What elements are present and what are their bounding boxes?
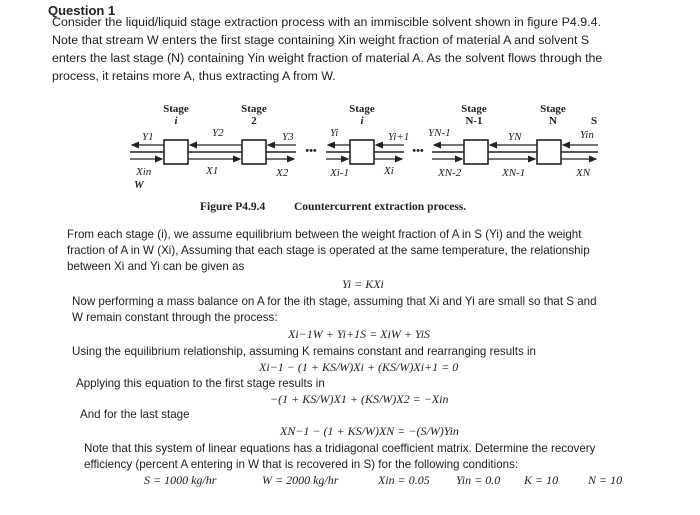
equation-last-stage: XN−1 − (1 + KS/W)XN = −(S/W)Yin bbox=[280, 424, 459, 438]
equation-mass-balance: Xi−1W + Yi+1S = XiW + YiS bbox=[288, 327, 431, 341]
stage-2-index: 2 bbox=[251, 115, 257, 127]
para6-line: And for the last stage bbox=[80, 408, 190, 421]
label-yn-1: YN-1 bbox=[428, 127, 451, 139]
label-xn-1: XN-1 bbox=[502, 167, 526, 179]
question-title: Question 1 bbox=[48, 3, 116, 18]
para2-line-3: between Xi and Yi can be given as bbox=[67, 260, 245, 273]
para5-line: Applying this equation to the first stage results in bbox=[76, 377, 325, 390]
stage-box-i bbox=[350, 140, 374, 164]
label-yn: YN bbox=[508, 131, 522, 143]
para2-line-2: fraction of A in W (Xi), Assuming that each stage is operated at the same temperature, the relationship bbox=[67, 244, 590, 257]
label-yi1: Yi+1 bbox=[388, 131, 410, 143]
label-x2: X2 bbox=[276, 167, 289, 179]
label-w: W bbox=[134, 179, 144, 191]
para4-line: Using the equilibrium relationship, assuming K remains constant and rearranging results in bbox=[72, 345, 536, 358]
para7-line-2: efficiency (percent A entering in W that is recovered in S) for the following conditions: bbox=[84, 458, 519, 471]
stage-box-n bbox=[537, 140, 561, 164]
stage-i-index: i bbox=[360, 115, 364, 127]
stage-box-1 bbox=[164, 140, 188, 164]
stage-n-1-index: N-1 bbox=[465, 115, 483, 127]
ellipsis-1: ••• bbox=[305, 145, 317, 157]
label-xn-2: XN-2 bbox=[438, 167, 462, 179]
label-xn: XN bbox=[576, 167, 591, 179]
condition-k: K = 10 bbox=[524, 473, 559, 487]
stage-1-label: Stage bbox=[163, 103, 189, 115]
label-xi-1: Xi-1 bbox=[330, 167, 349, 179]
para7-line-1: Note that this system of linear equations has a tridiagonal coefficient matrix. Determine the recovery bbox=[84, 442, 596, 455]
intro-line-3: enters the last stage (N) containing Yin weight fraction of material A. As the solvent flows through the bbox=[52, 51, 603, 65]
intro-line-1: Consider the liquid/liquid stage extraction process with an immiscible solvent shown in figure P4.9.4. bbox=[52, 15, 601, 29]
ellipsis-2: ••• bbox=[412, 145, 424, 157]
para3-line-1: Now performing a mass balance on A for the ith stage, assuming that Xi and Yi are small so that S and bbox=[72, 295, 597, 308]
label-y2: Y2 bbox=[212, 127, 224, 139]
label-yi: Yi bbox=[330, 127, 339, 139]
label-yin: Yin bbox=[580, 129, 594, 141]
para3-line-2: W remain constant through the process: bbox=[72, 311, 278, 324]
stage-1-index: i bbox=[174, 115, 178, 127]
stage-n-label: Stage bbox=[540, 103, 566, 115]
equation-first-stage: −(1 + KS/W)X1 + (KS/W)X2 = −Xin bbox=[270, 392, 449, 406]
label-x1: X1 bbox=[206, 165, 219, 177]
stage-box-n-1 bbox=[464, 140, 488, 164]
para2-line-1: From each stage (i), we assume equilibrium between the weight fraction of A in S (Yi) and the weight bbox=[67, 228, 582, 241]
equation-rearranged: Xi−1 − (1 + KS/W)Xi + (KS/W)Xi+1 = 0 bbox=[259, 360, 459, 374]
stage-2-label: Stage bbox=[241, 103, 267, 115]
stage-box-2 bbox=[242, 140, 266, 164]
label-y3: Y3 bbox=[282, 131, 294, 143]
solvent-s-label: S bbox=[590, 115, 598, 127]
stage-n-1-label: Stage bbox=[461, 103, 487, 115]
countercurrent-extraction-figure bbox=[0, 96, 700, 216]
condition-yin: Yin = 0.0 bbox=[456, 473, 501, 487]
label-y1: Y1 bbox=[142, 131, 154, 143]
figure-caption-title: Countercurrent extraction process. bbox=[294, 201, 467, 213]
stage-i-label: Stage bbox=[349, 103, 375, 115]
figure-caption-number: Figure P4.9.4 bbox=[200, 201, 266, 213]
condition-n: N = 10 bbox=[588, 473, 623, 487]
stage-n-index: N bbox=[549, 115, 557, 127]
label-xi: Xi bbox=[384, 165, 394, 177]
condition-s: S = 1000 kg/hr bbox=[144, 473, 217, 487]
intro-line-2: Note that stream W enters the first stage containing Xin weight fraction of material A and solvent S bbox=[52, 33, 590, 47]
equation-equilibrium: Yi = KXi bbox=[342, 277, 384, 291]
intro-line-4: process, it retains more A, thus extracting A from W. bbox=[52, 69, 336, 83]
label-xin: Xin bbox=[136, 166, 152, 178]
condition-xin: Xin = 0.05 bbox=[378, 473, 430, 487]
condition-w: W = 2000 kg/hr bbox=[262, 473, 339, 487]
